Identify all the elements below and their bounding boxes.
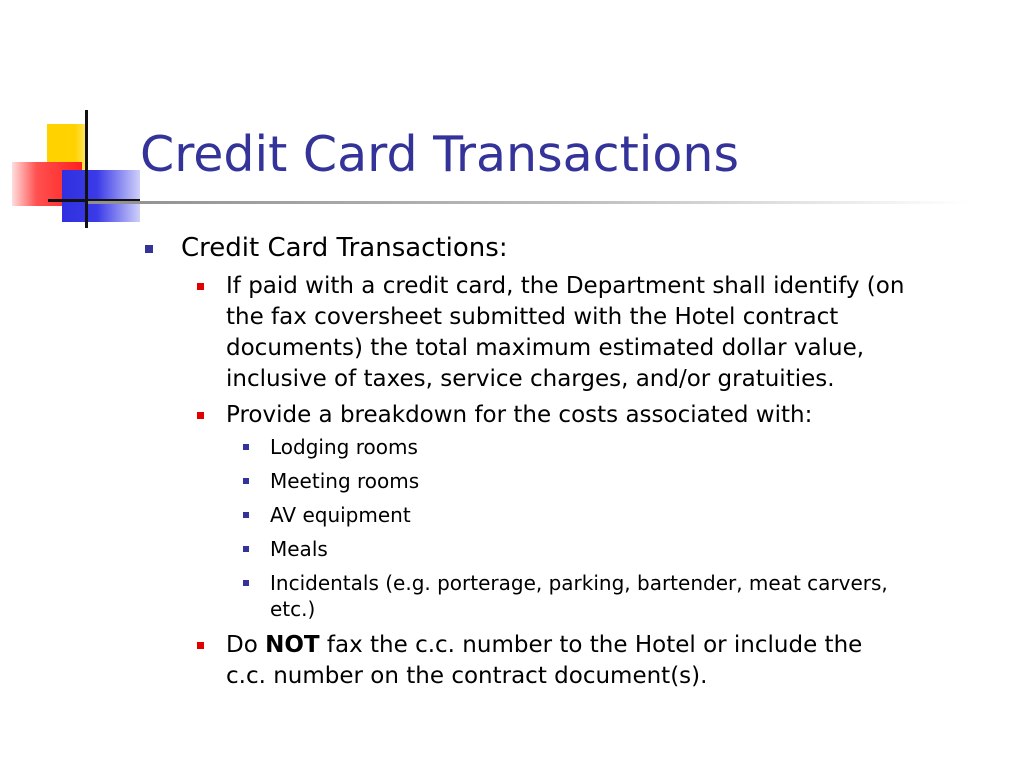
bullet-item-level2 xyxy=(181,271,905,395)
bullet-item-level1 xyxy=(145,231,905,692)
bullet-item-level2 xyxy=(181,400,905,622)
logo-blue-square xyxy=(62,170,140,222)
bullet-text: Meeting rooms xyxy=(270,469,420,493)
bullet-list xyxy=(145,231,905,697)
logo-vertical-line xyxy=(85,110,88,228)
sub-bullet-list xyxy=(181,271,905,692)
sub-sub-bullet-list xyxy=(226,434,905,622)
bullet-item-level3 xyxy=(226,434,905,460)
bullet-text: AV equipment xyxy=(270,503,411,527)
bullet-item-level3 xyxy=(226,502,905,528)
bullet-text: Credit Card Transactions: xyxy=(181,233,508,263)
slide-logo-graphic xyxy=(0,0,160,240)
bullet-item-level3 xyxy=(226,536,905,562)
bullet-item-level3 xyxy=(226,468,905,494)
bullet-item-level2 xyxy=(181,630,905,692)
bullet-text: Provide a breakdown for the costs associated with: xyxy=(226,402,813,428)
bullet-text: Lodging rooms xyxy=(270,435,418,459)
bullet-text: If paid with a credit card, the Department shall identify (on the fax coversheet submitted with the Hotel contract documents) the total maximum estimated dollar value, inclusive of taxes, service charges, and/or gratuities. xyxy=(226,273,905,392)
bullet-text: Incidentals (e.g. porterage, parking, bartender, meat carvers, etc.) xyxy=(270,571,888,621)
bullet-suffix: fax the c.c. number to the Hotel or include the c.c. number on the contract document(s). xyxy=(226,632,863,689)
bullet-item-level3 xyxy=(226,570,905,622)
title-underline xyxy=(88,201,968,204)
bullet-text: Meals xyxy=(270,537,328,561)
bullet-emphasis: NOT xyxy=(265,632,320,658)
slide-title: Credit Card Transactions xyxy=(140,126,739,183)
bullet-prefix: Do xyxy=(226,632,266,658)
